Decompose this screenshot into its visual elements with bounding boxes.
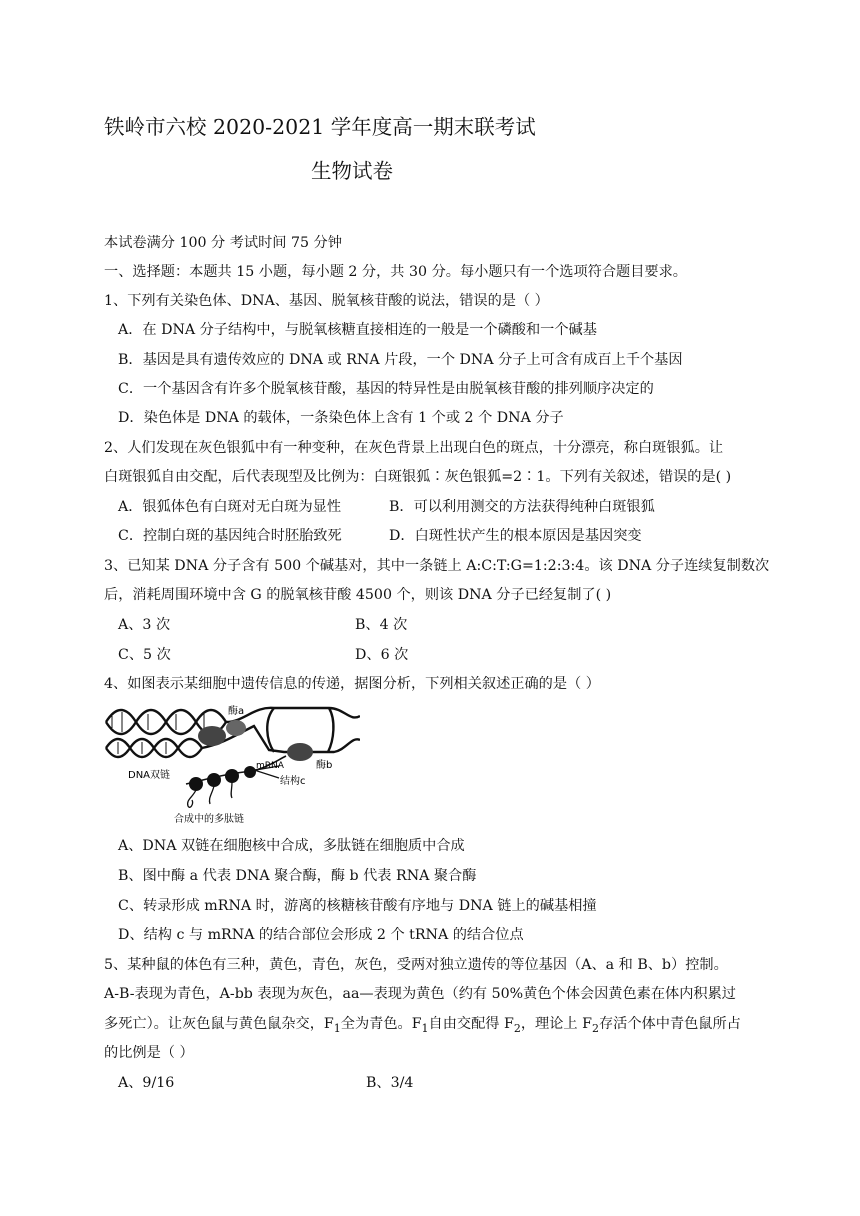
- enzyme-a-blob: [198, 726, 226, 746]
- q5-stem-line4: 的比例是（ ）: [104, 1045, 194, 1061]
- q4-stem: 4、如图表示某细胞中遗传信息的传递，据图分析，下列相关叙述正确的是（ ）: [104, 676, 600, 692]
- q3-stem-line1: 3、已知某 DNA 分子含有 500 个碱基对，其中一条链上 A:C:T:G=1:2:3:4。该 DNA 分子连续复制数次: [104, 558, 770, 574]
- q3-option-d: D、6 次: [355, 647, 409, 663]
- q5-stem-line1: 5、某种鼠的体色有三种，黄色，青色，灰色，受两对独立遗传的等位基因（A、a 和 B、b）控制。: [104, 957, 728, 973]
- q5-text-part3: 自由交配得 F: [428, 1016, 514, 1032]
- label-mrna: mRNA: [256, 761, 284, 771]
- label-enzyme-a: 酶a: [228, 706, 245, 717]
- label-polypeptide: 合成中的多肽链: [174, 814, 244, 825]
- q3-option-b: B、4 次: [355, 617, 408, 633]
- q4-option-d: D、结构 c 与 mRNA 的结合部位会形成 2 个 tRNA 的结合位点: [118, 927, 524, 943]
- subscript: 1: [333, 1022, 341, 1035]
- q2-option-a: A．银狐体色有白斑对无白斑为显性: [118, 499, 342, 515]
- q2-option-d: D．白斑性状产生的根本原因是基因突变: [389, 528, 642, 544]
- q1-option-a: A．在 DNA 分子结构中，与脱氧核糖直接相连的一般是一个磷酸和一个碱基: [118, 322, 597, 338]
- subscript: 1: [421, 1022, 429, 1035]
- q4-option-c: C、转录形成 mRNA 时，游离的核糖核苷酸有序地与 DNA 链上的碱基相撞: [118, 898, 597, 914]
- q5-text-part1: 多死亡）。让灰色鼠与黄色鼠杂交，F: [104, 1016, 334, 1032]
- label-dna-double: DNA双链: [128, 770, 171, 781]
- q1-option-d: D．染色体是 DNA 的载体，一条染色体上含有 1 个或 2 个 DNA 分子: [118, 410, 564, 426]
- transcription-translation-figure: [104, 700, 360, 830]
- q2-option-b: B．可以利用测交的方法获得纯种白斑银狐: [389, 499, 655, 515]
- q2-stem-line2: 白斑银狐自由交配，后代表现型及比例为：白斑银狐∶灰色银狐=2∶1。下列有关叙述，错误的是( ): [104, 469, 732, 485]
- q1-option-c: C．一个基因含有许多个脱氧核苷酸，基因的特异性是由脱氧核苷酸的排列顺序决定的: [118, 381, 654, 397]
- q2-stem-line1: 2、人们发现在灰色银狐中有一种变种，在灰色背景上出现白色的斑点，十分漂亮，称白斑银狐。让: [104, 440, 724, 456]
- section-heading: 一、选择题：本题共 15 小题，每小题 2 分，共 30 分。每小题只有一个选项符合题目要求。: [104, 264, 687, 280]
- q5-text-part2: 全为青色。F: [340, 1016, 422, 1032]
- q5-option-b: B、3/4: [366, 1075, 414, 1091]
- exam-meta: 本试卷满分 100 分 考试时间 75 分钟: [104, 235, 342, 251]
- subscript: 2: [513, 1022, 521, 1035]
- q1-option-b: B．基因是具有遗传效应的 DNA 或 RNA 片段，一个 DNA 分子上可含有成百上千个基因: [118, 352, 683, 368]
- q3-option-c: C、5 次: [118, 647, 171, 663]
- q3-option-a: A、3 次: [118, 617, 171, 633]
- q3-stem-line2: 后，消耗周围环境中含 G 的脱氧核苷酸 4500 个，则该 DNA 分子已经复制了( ): [104, 587, 612, 603]
- q2-option-c: C．控制白斑的基因纯合时胚胎致死: [118, 528, 342, 544]
- page-subtitle: 生物试卷: [311, 159, 393, 183]
- q5-option-a: A、9/16: [118, 1075, 175, 1091]
- q5-text-part4: ，理论上 F: [520, 1016, 592, 1032]
- q5-text-part5: 存活个体中青色鼠所占: [598, 1016, 741, 1032]
- subscript: 2: [591, 1022, 599, 1035]
- label-enzyme-b: 酶b: [316, 760, 333, 771]
- enzyme-b-blob: [287, 743, 313, 761]
- q5-stem-line3: [104, 1014, 741, 1035]
- page-title: 铁岭市六校 2020-2021 学年度高一期末联考试: [104, 115, 536, 139]
- q1-stem: 1、下列有关染色体、DNA、基因、脱氧核苷酸的说法，错误的是（ ）: [104, 293, 549, 309]
- q4-option-b: B、图中酶 a 代表 DNA 聚合酶，酶 b 代表 RNA 聚合酶: [118, 868, 477, 884]
- label-structure-c: 结构c: [280, 776, 306, 787]
- q4-option-a: A、DNA 双链在细胞核中合成，多肽链在细胞质中合成: [118, 838, 465, 854]
- q5-stem-line2: A-B-表现为青色，A-bb 表现为灰色，aa—表现为黄色（约有 50%黄色个体会因黄色素在体内积累过: [104, 986, 736, 1002]
